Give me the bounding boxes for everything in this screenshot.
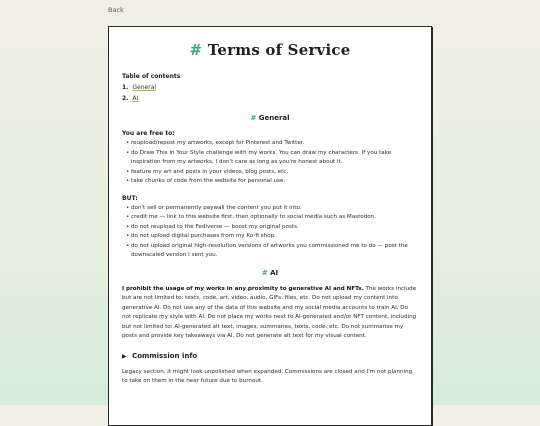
legacy-note: Legacy section, it might look unpolished when expanded. Commissions are closed and I'm not planning to take on them in the near future due to burnout. [122,368,413,384]
section-heading-general [122,114,418,122]
toc-item-ai [122,93,418,104]
hash-icon[interactable]: # [261,268,268,277]
toc-link-ai[interactable]: AI [132,95,139,102]
list-item: • feature my art and posts in your videos, blog posts, etc. [126,168,418,178]
triangle-right-icon: ▶ [122,352,127,360]
list-item: • take chunks of code from the website for personal use. [126,177,418,187]
list-item: • do not upload original high-resolution versions of artworks you commissioned me to do — post the downscaled version I sent you. [126,242,418,261]
ai-policy-paragraph [122,285,418,342]
back-link[interactable]: Back [108,6,124,14]
list-item: • reupload/repost my artworks, except for Pinterest and Twitter. [126,139,418,149]
toc-heading: Table of contents [122,73,181,80]
section-heading-ai [122,269,418,277]
commission-info-toggle[interactable] [122,352,418,360]
list-item: • do not reupload to the Fediverse — boost my original posts. [126,223,418,233]
page-title [122,41,418,59]
list-item: • do not upload digital purchases from my Ko-fi shop. [126,232,418,242]
list-item: • do Draw This In Your Style challenge with my works. You can draw my characters. If you take inspiration from my artworks, I don't care as long as you're honest about it. [126,149,418,168]
free-heading: You are free to: [122,130,175,137]
section-heading-text: AI [270,268,279,277]
restriction-list [122,204,418,261]
toc-item-general [122,82,418,93]
toc-number: 2. [122,95,129,102]
commission-info-label: Commission info [132,351,198,360]
list-item: • don't sell or permanently paywall the content you put it into. [126,204,418,214]
toc-link-general[interactable]: General [132,84,157,91]
hash-icon: # [189,41,203,59]
ai-policy-lead: I prohibit the usage of my works in any proximity to generative AI and NFTs. [122,285,364,292]
table-of-contents [122,82,418,104]
toc-number: 1. [122,84,129,91]
list-item: • credit me — link to this website first, then optionally to social media such as Mastodon. [126,213,418,223]
hash-icon[interactable]: # [250,114,257,122]
page-title-text: Terms of Service [207,41,351,59]
but-heading: BUT: [122,194,138,202]
terms-card [108,26,432,426]
section-heading-text: General [258,114,290,122]
free-list [122,139,418,187]
ai-policy-body: The works include but are not limited to: texts, code, art, video, audio, GIFs, files, etc. Do not upload my content into generative AI. Do not use any of the data of this website and my social media accounts to train AI. Do not replicate my style with AI. Do not place my works next to AI-generated and/or NFT content, including but not limited to: AI-generated alt text, images, summaries, texts, code, etc. Do not summarise my posts and provide key takeaways via AI. Do not generate alt text for my visual content. [122,285,417,339]
